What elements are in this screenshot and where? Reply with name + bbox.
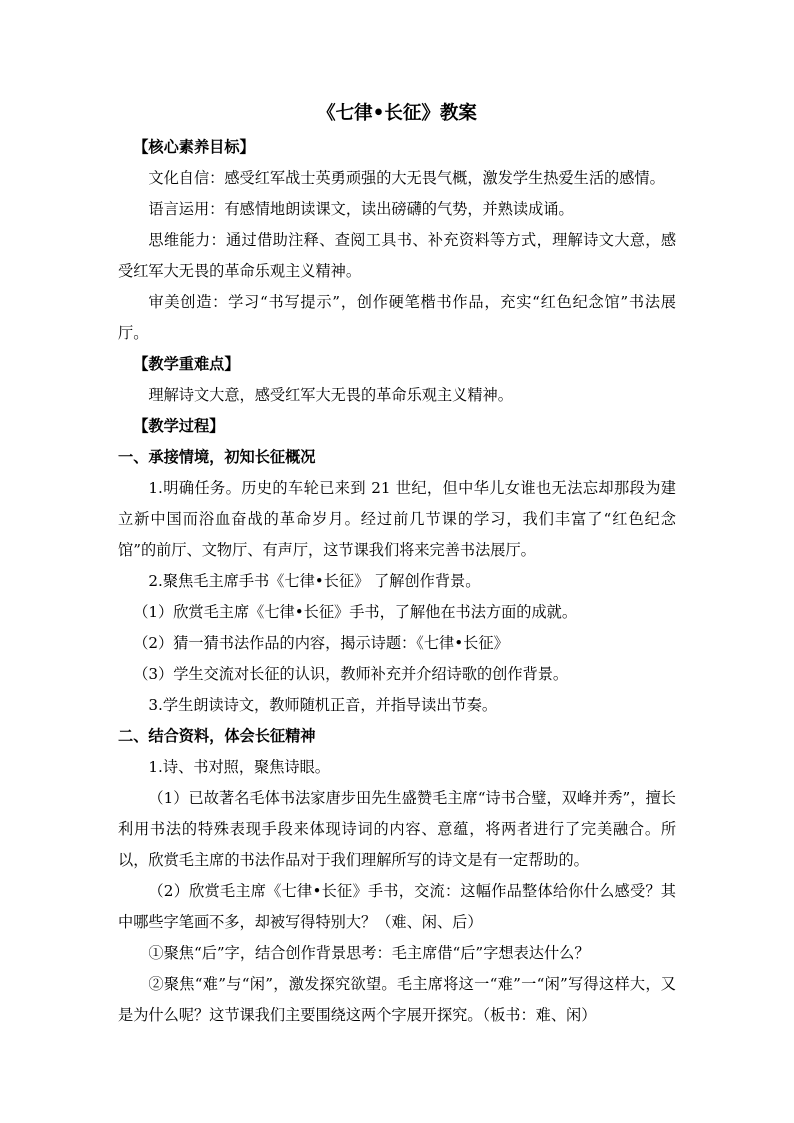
part2-step1-sub1: （1）已故著名毛体书法家唐步田先生盛赞毛主席“诗书合璧，双峰并秀”，擅长利用书法的特殊表现手段来体现诗词的内容、意蕴，将两者进行了完美融合。所以，欣赏毛主席的书法作品对于我们理解所写的诗文是有一定帮助的。 [118,789,676,869]
part2-step1-sub2: （2）欣赏毛主席《七律•长征》手书，交流：这幅作品整体给你什么感受？其中哪些字笔画不多，却被写得特别大？（难、闲、后） [118,882,676,931]
goal-cultural-confidence: 文化自信：感受红军战士英勇顽强的大无畏气概，激发学生热爱生活的感情。 [148,169,665,187]
part1-step1: 1.明确任务。历史的车轮已来到 21 世纪，但中华儿女谁也无法忘却那段为建立新中国而浴血奋战的革命岁月。经过前几节课的学习，我们丰富了“红色纪念馆”的前厅、文物厅、有声厅，这节课我们将来完善书法展厅。 [118,479,676,559]
part1-title: 一、承接情境，初知长征概况 [118,448,316,466]
part2-step1: 1.诗、书对照，聚焦诗眼。 [148,758,330,776]
goal-aesthetic-creation: 审美创造：学习“书写提示”，创作硬笔楷书作品，充实“红色纪念馆”书法展厅。 [118,293,676,342]
part1-step2-sub2: （2）猜一猜书法作品的内容，揭示诗题：《七律•长征》 [133,634,509,652]
part1-step2: 2.聚焦毛主席手书《七律•长征》 了解创作背景。 [148,572,481,590]
part2-focus-nan-xian: ②聚焦“难”与“闲”，激发探究欲望。毛主席将这一“难”一“闲”写得这样大，又是为什么呢？这节课我们主要围绕这两个字展开探究。（板书：难、闲） [118,975,676,1024]
document-title: 《七律•长征》教案 [317,103,477,124]
key-points-heading: 【教学重难点】 [133,355,240,373]
part1-step2-sub3: （3）学生交流对长征的认识，教师补充并介绍诗歌的创作背景。 [133,665,569,683]
document-body [118,99,676,1031]
key-points-text: 理解诗文大意，感受红军大无畏的革命乐观主义精神。 [148,386,513,404]
core-goals-heading: 【核心素养目标】 [133,138,255,156]
part2-focus-hou: ①聚焦“后”字，结合创作背景思考：毛主席借“后”字想表达什么？ [148,944,590,962]
part1-step3: 3.学生朗读诗文，教师随机正音，并指导读出节奏。 [148,696,498,714]
part1-step2-sub1: （1）欣赏毛主席《七律•长征》手书，了解他在书法方面的成就。 [133,603,578,621]
goal-language-use: 语言运用：有感情地朗读课文，读出磅礴的气势，并熟读成诵。 [148,200,574,218]
part2-title: 二、结合资料，体会长征精神 [118,727,316,745]
process-heading: 【教学过程】 [133,417,225,435]
goal-thinking-ability: 思维能力：通过借助注释、查阅工具书、补充资料等方式，理解诗文大意，感受红军大无畏的革命乐观主义精神。 [118,231,676,280]
